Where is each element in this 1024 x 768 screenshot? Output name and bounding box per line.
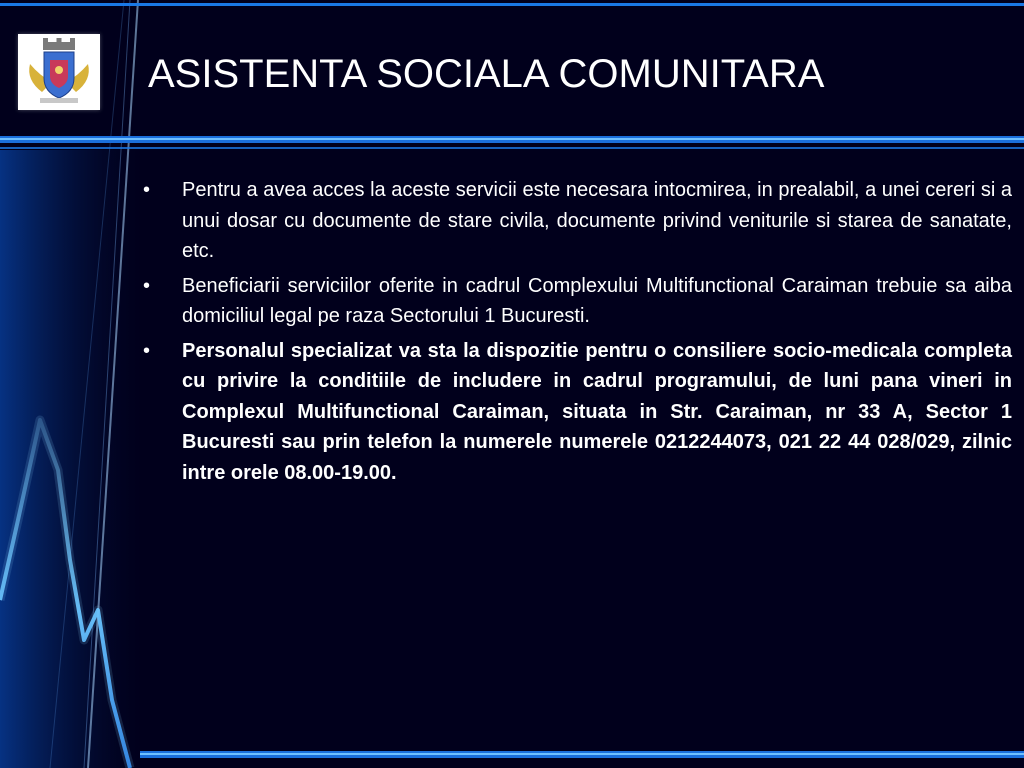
bullet-text: Beneficiarii serviciilor oferite in cadrul Complexului Multifunctional Caraiman trebuie sa aiba domiciliul legal pe raza Sectorului 1 Bucuresti.: [182, 274, 1012, 327]
coat-of-arms-icon: [18, 34, 100, 110]
bullet-icon: •: [143, 274, 151, 297]
top-border-line: [0, 3, 1024, 6]
list-item: [140, 336, 1012, 489]
bullet-text: Personalul specializat va sta la dispozitie pentru o consiliere socio-medicala completa cu privire la conditiile de includere in cadrul programului, de luni pana vineri in Complexul Multifunctional Caraiman, situata in Str. Caraiman, nr 33 A, Sector 1 Bucuresti sau prin telefon la numerele numerele 0212244073, 021 22 44 028/029, zilnic intre orele 08.00-19.00.: [182, 339, 1012, 484]
logo: [18, 34, 100, 110]
bottom-bar-highlight: [140, 753, 1024, 755]
bullet-icon: •: [143, 339, 151, 362]
list-item: [140, 175, 1012, 267]
header-separator-highlight: [0, 138, 1024, 140]
list-item: [140, 271, 1012, 332]
slide-title: ASISTENTA SOCIALA COMUNITARA: [148, 52, 825, 96]
bullet-text: Pentru a avea acces la aceste servicii este necesara intocmirea, in prealabil, a unei cereri si a unui dosar cu documente de stare civila, documente privind veniturile si starea de sanatate, etc.: [182, 179, 1012, 262]
bullet-icon: •: [143, 179, 151, 201]
bullet-list: [140, 175, 1012, 492]
header-separator-thin: [0, 147, 1024, 149]
left-glow-panel: [0, 150, 150, 768]
